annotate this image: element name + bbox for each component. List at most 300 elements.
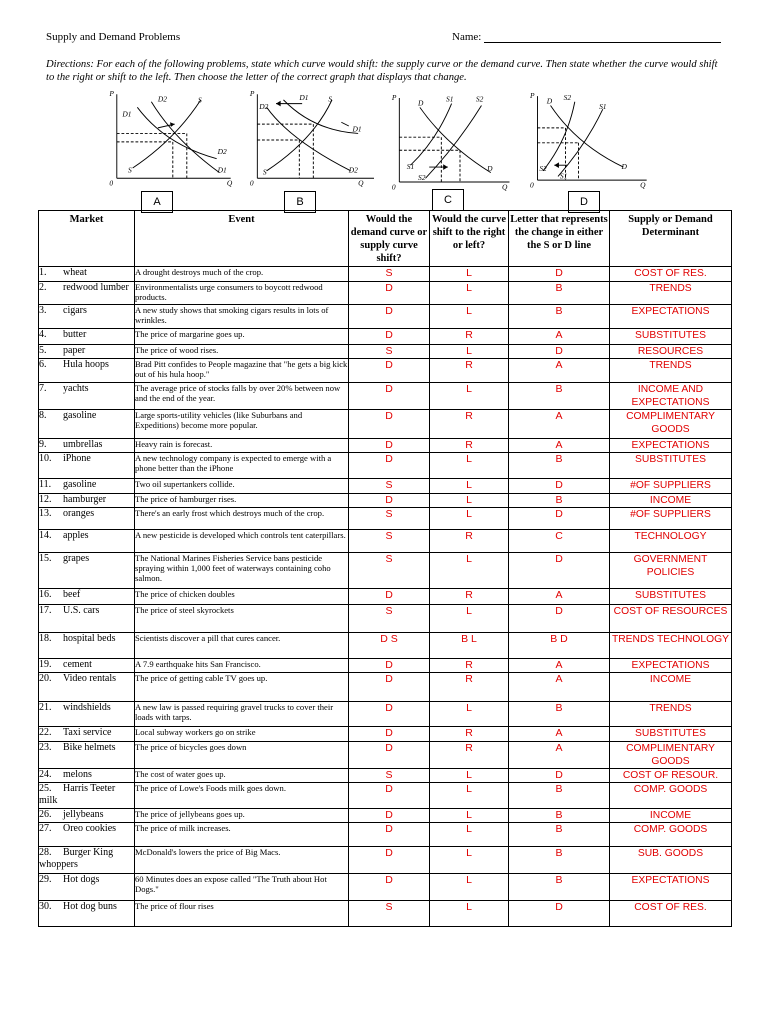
- row-number: 20.: [39, 673, 52, 684]
- row-number: 10.: [39, 453, 52, 464]
- market-name: gasoline: [63, 410, 97, 421]
- table-row: [39, 727, 732, 742]
- market-name: Oreo cookies: [63, 823, 117, 834]
- market-name: melons: [63, 769, 92, 780]
- market-cell: [39, 494, 135, 508]
- row-number: 22.: [39, 727, 52, 738]
- graph-label: D2: [259, 102, 269, 112]
- market-cell: [39, 605, 135, 633]
- header-direction: Would the curve shift to the right or left?: [430, 211, 509, 267]
- event-cell: The price of hamburger rises.: [135, 494, 349, 508]
- market-name: iPhone: [63, 453, 91, 464]
- direction-answer: L: [430, 809, 509, 823]
- direction-answer: L: [430, 769, 509, 783]
- market-cell: [39, 823, 135, 847]
- direction-answer: R: [430, 727, 509, 742]
- market-name: umbrellas: [63, 439, 103, 450]
- market-cell: [39, 673, 135, 702]
- direction-answer: L: [430, 605, 509, 633]
- graph-label: D2: [348, 165, 358, 175]
- direction-answer: L: [430, 282, 509, 305]
- event-cell: The price of jellybeans goes up.: [135, 809, 349, 823]
- letter-answer: A: [509, 359, 610, 383]
- curve-answer: D: [349, 847, 430, 874]
- row-number: 12.: [39, 494, 52, 505]
- market-name: Burger King whoppers: [39, 847, 114, 870]
- table-row: [39, 508, 732, 530]
- graph-label: P: [249, 89, 255, 99]
- curve-answer: S: [349, 508, 430, 530]
- determinant-answer: EXPECTATIONS: [610, 659, 732, 673]
- graph-b: [248, 85, 388, 195]
- direction-answer: R: [430, 359, 509, 383]
- direction-answer: R: [430, 742, 509, 769]
- table-row: [39, 605, 732, 633]
- letter-answer: A: [509, 727, 610, 742]
- row-number: 8.: [39, 410, 47, 421]
- table-row: [39, 383, 732, 410]
- curve-answer: D: [349, 410, 430, 439]
- direction-answer: B L: [430, 633, 509, 659]
- graph-label: S1: [406, 161, 415, 171]
- graph-letter-a: A: [141, 191, 173, 213]
- graph-label: D1: [299, 92, 309, 102]
- event-cell: The cost of water goes up.: [135, 769, 349, 783]
- graph-label: S: [198, 95, 202, 105]
- row-number: 24.: [39, 769, 52, 780]
- determinant-answer: SUBSTITUTES: [610, 727, 732, 742]
- row-number: 16.: [39, 589, 52, 600]
- table-row: [39, 659, 732, 673]
- row-number: 13.: [39, 508, 52, 519]
- market-cell: [39, 282, 135, 305]
- curve-answer: D: [349, 453, 430, 479]
- letter-answer: D: [509, 553, 610, 589]
- market-cell: [39, 410, 135, 439]
- event-cell: The price of margarine goes up.: [135, 329, 349, 345]
- event-cell: Brad Pitt confides to People magazine that "he gets a big kick out of his hula hoop.": [135, 359, 349, 383]
- row-number: 25.: [39, 783, 52, 794]
- curve-answer: S: [349, 553, 430, 589]
- graph-label: D1: [217, 165, 227, 175]
- determinant-answer: SUBSTITUTES: [610, 589, 732, 605]
- event-cell: The price of bicycles goes down: [135, 742, 349, 769]
- market-cell: [39, 305, 135, 329]
- market-cell: [39, 508, 135, 530]
- market-cell: [39, 901, 135, 927]
- table-row: [39, 553, 732, 589]
- determinant-answer: COST OF RESOUR.: [610, 769, 732, 783]
- graph-label: D2: [157, 94, 167, 104]
- market-cell: [39, 383, 135, 410]
- letter-answer: D: [509, 345, 610, 359]
- letter-answer: A: [509, 673, 610, 702]
- curve-answer: S: [349, 605, 430, 633]
- graph-c: [390, 85, 530, 195]
- graph-label: S: [328, 94, 333, 104]
- event-cell: The price of milk increases.: [135, 823, 349, 847]
- table-row: [39, 329, 732, 345]
- direction-answer: L: [430, 901, 509, 927]
- curve-answer: D S: [349, 633, 430, 659]
- row-number: 27.: [39, 823, 52, 834]
- event-cell: Environmentalists urge consumers to boycott redwood products.: [135, 282, 349, 305]
- table-row: [39, 410, 732, 439]
- directions-text: Directions: For each of the following problems, state which curve would shift: the supply curve or the demand curve. Then state whether the curve would shift to the right or shift to the left. Then choose the letter of the correct graph that displays that change.: [46, 59, 718, 83]
- letter-answer: B: [509, 874, 610, 901]
- graph-label: Q: [226, 178, 233, 188]
- market-cell: [39, 659, 135, 673]
- market-cell: [39, 589, 135, 605]
- event-cell: Two oil supertankers collide.: [135, 479, 349, 494]
- direction-answer: R: [430, 659, 509, 673]
- direction-answer: L: [430, 453, 509, 479]
- event-cell: The price of steel skyrockets: [135, 605, 349, 633]
- curve-answer: D: [349, 742, 430, 769]
- table-row: [39, 809, 732, 823]
- market-name: U.S. cars: [63, 605, 100, 616]
- table-row: [39, 769, 732, 783]
- name-blank-line[interactable]: [484, 42, 721, 43]
- row-number: 17.: [39, 605, 52, 616]
- market-name: hospital beds: [63, 633, 116, 644]
- table-row: [39, 901, 732, 927]
- market-name: Hot dogs: [63, 874, 100, 885]
- graph-label: S1: [599, 102, 607, 112]
- market-cell: [39, 727, 135, 742]
- market-name: wheat: [63, 267, 87, 278]
- header-letter: Letter that represents the change in either the S or D line: [509, 211, 610, 267]
- market-cell: [39, 453, 135, 479]
- graph-d: [530, 85, 670, 195]
- graph-label: D2: [217, 147, 227, 156]
- curve-answer: D: [349, 673, 430, 702]
- market-name: paper: [63, 345, 86, 356]
- row-number: 11.: [39, 479, 52, 490]
- direction-answer: L: [430, 847, 509, 874]
- market-cell: [39, 742, 135, 769]
- graph-label: D: [418, 98, 424, 108]
- event-cell: Local subway workers go on strike: [135, 727, 349, 742]
- graph-label: 0: [530, 180, 534, 190]
- determinant-answer: RESOURCES: [610, 345, 732, 359]
- graph-label: P: [530, 91, 535, 100]
- curve-answer: S: [349, 267, 430, 282]
- table-row: [39, 453, 732, 479]
- graph-label: S2: [418, 173, 426, 183]
- market-name: cement: [63, 659, 92, 670]
- event-cell: A drought destroys much of the crop.: [135, 267, 349, 282]
- determinant-answer: COMP. GOODS: [610, 823, 732, 847]
- event-cell: The price of wood rises.: [135, 345, 349, 359]
- market-cell: [39, 553, 135, 589]
- curve-answer: D: [349, 874, 430, 901]
- market-cell: [39, 345, 135, 359]
- curve-answer: D: [349, 439, 430, 453]
- curve-answer: D: [349, 809, 430, 823]
- direction-answer: L: [430, 383, 509, 410]
- curve-answer: D: [349, 702, 430, 727]
- letter-answer: A: [509, 589, 610, 605]
- market-name: Taxi service: [63, 727, 112, 738]
- event-cell: McDonald's lowers the price of Big Macs.: [135, 847, 349, 874]
- letter-answer: A: [509, 329, 610, 345]
- graph-label: D: [546, 96, 553, 106]
- table-row: [39, 305, 732, 329]
- determinant-answer: SUBSTITUTES: [610, 329, 732, 345]
- direction-answer: L: [430, 553, 509, 589]
- determinant-answer: INCOME: [610, 673, 732, 702]
- letter-answer: A: [509, 410, 610, 439]
- row-number: 15.: [39, 553, 52, 564]
- determinant-answer: #OF SUPPLIERS: [610, 508, 732, 530]
- curve-answer: D: [349, 494, 430, 508]
- letter-answer: B: [509, 847, 610, 874]
- graph-letter-d: D: [568, 191, 600, 213]
- curve-answer: D: [349, 383, 430, 410]
- market-cell: [39, 530, 135, 553]
- graphs-row: [0, 85, 768, 215]
- determinant-answer: TRENDS: [610, 359, 732, 383]
- market-name: gasoline: [63, 479, 97, 490]
- direction-answer: L: [430, 479, 509, 494]
- determinant-answer: SUB. GOODS: [610, 847, 732, 874]
- worksheet-title: Supply and Demand Problems: [46, 31, 181, 43]
- letter-answer: B: [509, 702, 610, 727]
- table-row: [39, 359, 732, 383]
- curve-answer: D: [349, 589, 430, 605]
- graph-label: Q: [640, 180, 646, 190]
- determinant-answer: TRENDS TECHNOLOGY: [610, 633, 732, 659]
- direction-answer: L: [430, 823, 509, 847]
- determinant-answer: COMP. GOODS: [610, 783, 732, 809]
- row-number: 4.: [39, 329, 47, 340]
- letter-answer: B: [509, 783, 610, 809]
- graph-label: 0: [249, 178, 254, 188]
- curve-answer: D: [349, 727, 430, 742]
- header-event: Event: [135, 211, 349, 267]
- graph-label: S2: [539, 163, 547, 173]
- table-row: [39, 439, 732, 453]
- problems-table: [38, 210, 732, 927]
- row-number: 23.: [39, 742, 52, 753]
- graph-label: S: [128, 165, 132, 175]
- event-cell: Scientists discover a pill that cures cancer.: [135, 633, 349, 659]
- graph-label: S: [262, 167, 267, 177]
- determinant-answer: COST OF RES.: [610, 901, 732, 927]
- determinant-answer: INCOME: [610, 809, 732, 823]
- letter-answer: A: [509, 439, 610, 453]
- determinant-answer: TRENDS: [610, 282, 732, 305]
- table-row: [39, 823, 732, 847]
- market-cell: [39, 359, 135, 383]
- direction-answer: L: [430, 267, 509, 282]
- determinant-answer: COST OF RESOURCES: [610, 605, 732, 633]
- graph-letter-b: B: [284, 191, 316, 213]
- event-cell: The price of chicken doubles: [135, 589, 349, 605]
- determinant-answer: COMPLIMENTARY GOODS: [610, 742, 732, 769]
- curve-answer: D: [349, 359, 430, 383]
- determinant-answer: GOVERNMENT POLICIES: [610, 553, 732, 589]
- market-name: oranges: [63, 508, 95, 519]
- curve-answer: D: [349, 783, 430, 809]
- letter-answer: A: [509, 659, 610, 673]
- row-number: 28.: [39, 847, 52, 858]
- row-number: 2.: [39, 282, 47, 293]
- determinant-answer: INCOME AND EXPECTATIONS: [610, 383, 732, 410]
- letter-answer: D: [509, 479, 610, 494]
- event-cell: Heavy rain is forecast.: [135, 439, 349, 453]
- table-row: [39, 530, 732, 553]
- table-row: [39, 345, 732, 359]
- table-header-row: [39, 211, 732, 267]
- market-name: beef: [63, 589, 81, 600]
- row-number: 6.: [39, 359, 47, 370]
- curve-answer: S: [349, 345, 430, 359]
- curve-answer: D: [349, 282, 430, 305]
- direction-answer: R: [430, 589, 509, 605]
- market-name: apples: [63, 530, 89, 541]
- letter-answer: B: [509, 305, 610, 329]
- letter-answer: B: [509, 453, 610, 479]
- graph-letter-c: C: [432, 189, 464, 211]
- graph-label: S2: [475, 94, 484, 104]
- market-cell: [39, 874, 135, 901]
- market-name: redwood lumber: [63, 282, 129, 293]
- determinant-answer: COMPLIMENTARY GOODS: [610, 410, 732, 439]
- letter-answer: D: [509, 267, 610, 282]
- letter-answer: B: [509, 494, 610, 508]
- table-row: [39, 673, 732, 702]
- letter-answer: A: [509, 742, 610, 769]
- direction-answer: L: [430, 345, 509, 359]
- market-cell: [39, 809, 135, 823]
- direction-answer: L: [430, 305, 509, 329]
- table-row: [39, 282, 732, 305]
- direction-answer: L: [430, 494, 509, 508]
- curve-answer: D: [349, 659, 430, 673]
- letter-answer: B: [509, 809, 610, 823]
- graph-label: S2: [563, 92, 572, 102]
- market-cell: [39, 769, 135, 783]
- table-row: [39, 633, 732, 659]
- direction-answer: L: [430, 702, 509, 727]
- event-cell: A new pesticide is developed which controls tent caterpillars.: [135, 530, 349, 553]
- graph-label: D1: [122, 109, 132, 119]
- row-number: 18.: [39, 633, 52, 644]
- curve-answer: D: [349, 305, 430, 329]
- row-number: 14.: [39, 530, 52, 541]
- letter-answer: D: [509, 769, 610, 783]
- graph-label: S1: [446, 94, 454, 104]
- curve-answer: S: [349, 901, 430, 927]
- event-cell: The price of flour rises: [135, 901, 349, 927]
- market-name: hamburger: [63, 494, 107, 505]
- direction-answer: R: [430, 410, 509, 439]
- market-cell: [39, 479, 135, 494]
- letter-answer: B: [509, 383, 610, 410]
- direction-answer: L: [430, 874, 509, 901]
- event-cell: A new technology company is expected to emerge with a phone better than the iPhone: [135, 453, 349, 479]
- determinant-answer: #OF SUPPLIERS: [610, 479, 732, 494]
- header-market: Market: [39, 211, 135, 267]
- event-cell: 60 Minutes does an expose called "The Truth about Hot Dogs.": [135, 874, 349, 901]
- determinant-answer: INCOME: [610, 494, 732, 508]
- letter-answer: D: [509, 901, 610, 927]
- graph-label: D: [621, 161, 627, 171]
- market-name: yachts: [63, 383, 89, 394]
- graph-label: D: [487, 163, 493, 173]
- header-curve: Would the demand curve or supply curve shift?: [349, 211, 430, 267]
- determinant-answer: TECHNOLOGY: [610, 530, 732, 553]
- direction-answer: R: [430, 673, 509, 702]
- row-number: 26.: [39, 809, 52, 820]
- curve-answer: D: [349, 329, 430, 345]
- event-cell: The price of getting cable TV goes up.: [135, 673, 349, 702]
- graph-label: 0: [109, 178, 114, 188]
- row-number: 3.: [39, 305, 47, 316]
- direction-answer: R: [430, 439, 509, 453]
- table-row: [39, 589, 732, 605]
- letter-answer: D: [509, 605, 610, 633]
- letter-answer: B D: [509, 633, 610, 659]
- curve-answer: D: [349, 823, 430, 847]
- event-cell: A new law is passed requiring gravel trucks to cover their loads with tarps.: [135, 702, 349, 727]
- market-name: Harris Teeter milk: [39, 783, 116, 806]
- determinant-answer: EXPECTATIONS: [610, 305, 732, 329]
- graph-label: P: [391, 92, 397, 102]
- event-cell: The average price of stocks falls by over 20% between now and the end of the year.: [135, 383, 349, 410]
- table-row: [39, 479, 732, 494]
- event-cell: A 7.9 earthquake hits San Francisco.: [135, 659, 349, 673]
- row-number: 1.: [39, 267, 47, 278]
- event-cell: The price of Lowe's Foods milk goes down.: [135, 783, 349, 809]
- letter-answer: C: [509, 530, 610, 553]
- row-number: 21.: [39, 702, 52, 713]
- direction-answer: R: [430, 329, 509, 345]
- row-number: 30.: [39, 901, 52, 912]
- graph-label: Q: [358, 178, 364, 188]
- header-determinant: Supply or Demand Determinant: [610, 211, 732, 267]
- graph-label: P: [109, 89, 114, 99]
- direction-answer: L: [430, 508, 509, 530]
- market-cell: [39, 633, 135, 659]
- letter-answer: B: [509, 823, 610, 847]
- market-name: Video rentals: [63, 673, 116, 684]
- event-cell: There's an early frost which destroys much of the crop.: [135, 508, 349, 530]
- name-label: Name:: [452, 31, 482, 43]
- determinant-answer: SUBSTITUTES: [610, 453, 732, 479]
- graph-label: S1: [559, 171, 568, 181]
- row-number: 5.: [39, 345, 47, 356]
- market-cell: [39, 783, 135, 809]
- table-row: [39, 783, 732, 809]
- row-number: 7.: [39, 383, 47, 394]
- table-row: [39, 742, 732, 769]
- row-number: 19.: [39, 659, 52, 670]
- table-row: [39, 874, 732, 901]
- market-name: cigars: [63, 305, 87, 316]
- determinant-answer: EXPECTATIONS: [610, 439, 732, 453]
- market-name: butter: [63, 329, 87, 340]
- letter-answer: D: [509, 508, 610, 530]
- table-row: [39, 267, 732, 282]
- row-number: 29.: [39, 874, 52, 885]
- curve-answer: S: [349, 769, 430, 783]
- event-cell: A new study shows that smoking cigars results in lots of wrinkles.: [135, 305, 349, 329]
- market-name: jellybeans: [63, 809, 104, 820]
- determinant-answer: EXPECTATIONS: [610, 874, 732, 901]
